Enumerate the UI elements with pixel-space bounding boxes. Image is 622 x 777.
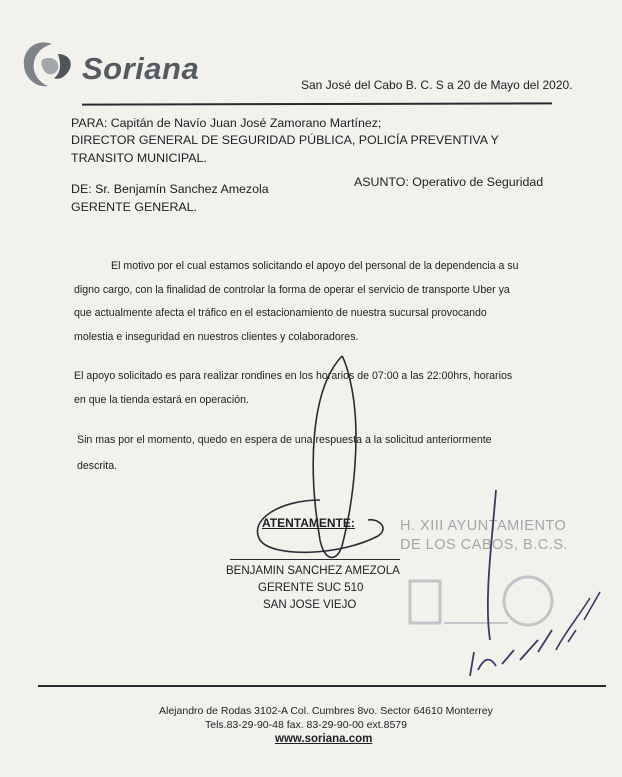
body-p1-line-2: digno cargo, con la finalidad de controlar la forma de operar el servicio de transporte Uber ya — [74, 284, 510, 296]
stamp-line-1: H. XIII AYUNTAMIENTO — [400, 518, 567, 534]
soriana-logo-text: Soriana — [82, 51, 200, 86]
signature-line — [230, 559, 400, 560]
sender-line-1: DE: Sr. Benjamín Sanchez Amezola — [71, 182, 269, 196]
recipient-line-3: TRANSITO MUNICIPAL. — [71, 151, 207, 165]
body-p1-line-4: molestia e inseguridad en nuestros clientes y colaboradores. — [74, 331, 359, 343]
stamp-line-2: DE LOS CABOS, B.C.S. — [400, 537, 568, 553]
footer-phones: Tels.83-29-90-48 fax. 83-29-90-00 ext.8579 — [205, 719, 407, 731]
body-p1-line-3: que actualmente afecta el tráfico en el estacionamiento de nuestra sucursal provocando — [74, 307, 487, 319]
recipient-line-2: DIRECTOR GENERAL DE SEGURIDAD PÚBLICA, POLICÍA PREVENTIVA Y — [71, 133, 499, 147]
recipient-line-1: PARA: Capitán de Navío Juan José Zamorano Martínez; — [71, 116, 382, 130]
sender-line-2: GERENTE GENERAL. — [71, 200, 197, 214]
manager-signature-icon — [250, 350, 390, 570]
signer-branch: SAN JOSE VIEJO — [263, 599, 357, 611]
received-annotation-icon — [468, 480, 608, 690]
footer-divider — [38, 685, 606, 687]
body-p1-line-1: El motivo por el cual estamos solicitando el apoyo del personal de la dependencia a su — [111, 260, 519, 272]
body-p3-line-1: Sin mas por el momento, quedo en espera de una respuesta a la solicitud anteriormente — [77, 434, 492, 446]
letter-date: San José del Cabo B. C. S a 20 de Mayo del 2020. — [301, 78, 573, 92]
footer-website-link[interactable]: www.soriana.com — [275, 733, 373, 745]
subject-line: ASUNTO: Operativo de Seguridad — [354, 175, 544, 189]
body-p3-line-2: descrita. — [77, 460, 118, 472]
closing-salutation: ATENTAMENTE: — [262, 516, 355, 530]
footer-address: Alejandro de Rodas 3102-A Col. Cumbres 8vo. Sector 64610 Monterrey — [159, 705, 493, 717]
header-divider — [82, 102, 552, 105]
body-p2-line-1: El apoyo solicitado es para realizar rondines en los horarios de 07:00 a las 22:00hrs, horarios — [74, 370, 513, 382]
signer-name: BENJAMIN SANCHEZ AMEZOLA — [226, 565, 400, 577]
body-p2-line-2: en que la tienda estará en operación. — [74, 394, 249, 406]
signer-role: GERENTE SUC 510 — [258, 582, 364, 594]
soriana-logo-icon — [18, 40, 76, 92]
